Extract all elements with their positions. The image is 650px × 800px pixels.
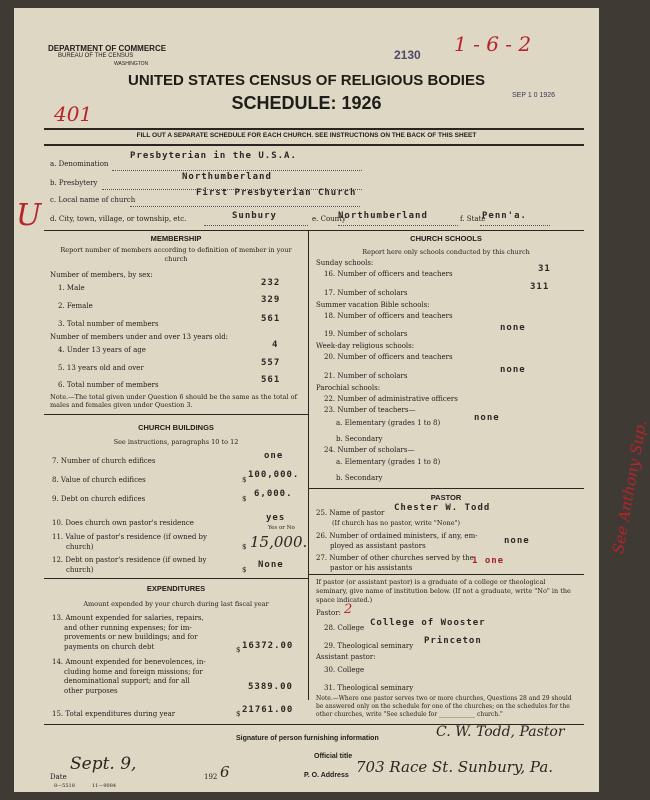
- q23a-value[interactable]: none: [474, 413, 500, 423]
- q4-label: 4. Under 13 years of age: [58, 346, 146, 354]
- q23a-label: a. Elementary (grades 1 to 8): [336, 419, 441, 427]
- graduate-note: If pastor (or assistant pastor) is a graduate of a college or theological seminary, give name of institution below. (If not a graduate, write "No" in the space indicated.): [316, 578, 571, 604]
- membership-note: Note.—The total given under Question 6 should be the same as the total of males and females given under Question 3.: [50, 393, 298, 409]
- q18-label: 18. Number of officers and teachers: [324, 312, 453, 320]
- handwritten-code: 1 - 6 - 2: [454, 32, 532, 56]
- q7-label: 7. Number of church edifices: [52, 457, 156, 465]
- fill-line: [338, 225, 458, 226]
- q21-label: 21. Number of scholars: [324, 372, 408, 380]
- q16-value[interactable]: 31: [538, 264, 551, 274]
- signature-value[interactable]: C. W. Todd, Pastor: [436, 724, 565, 740]
- assistant-pastor-label: Assistant pastor:: [316, 653, 376, 661]
- po-address-value[interactable]: 703 Race St. Sunbury, Pa.: [356, 758, 554, 776]
- weekday-schools-label: Week-day religious schools:: [316, 342, 415, 350]
- q23b-label: b. Secondary: [336, 435, 383, 443]
- q31-label: 31. Theological seminary: [324, 684, 414, 692]
- red-serial-number: 401: [54, 102, 93, 126]
- q13-line: payments on church debt: [64, 642, 155, 651]
- q14-value[interactable]: 5389.00: [248, 682, 293, 692]
- q5-value[interactable]: 557: [261, 358, 281, 368]
- received-date-stamp: SEP 1 0 1926: [512, 92, 556, 99]
- department-heading: DEPARTMENT OF COMMERCE: [48, 44, 167, 53]
- rule: [308, 488, 584, 489]
- members-by-age: Number of members under and over 13 years old:: [50, 333, 229, 341]
- presbytery-value[interactable]: Northumberland: [182, 172, 272, 182]
- q10-hint: Yes or No: [268, 525, 295, 531]
- q29-value[interactable]: Princeton: [424, 636, 482, 646]
- expenditures-title: EXPENDITURES: [146, 584, 206, 593]
- q2-label: 2. Female: [58, 302, 93, 310]
- fill-line: [112, 170, 362, 171]
- q13-label: [52, 614, 204, 652]
- q12-label-1: 12. Debt on pastor's residence (if owned by: [52, 556, 207, 564]
- q25-label: 25. Name of pastor: [316, 509, 385, 517]
- q26-label-2: ployed as assistant pastors: [330, 542, 426, 550]
- q30-label: 30. College: [324, 666, 365, 674]
- q13-line: and other running expenses; for im-: [64, 623, 192, 632]
- q17-label: 17. Number of scholars: [324, 289, 408, 297]
- year-prefix: 192: [204, 773, 218, 781]
- q19-value[interactable]: none: [500, 323, 526, 333]
- parochial-schools-label: Parochial schools:: [316, 384, 381, 392]
- rule: [44, 578, 308, 579]
- q11-value[interactable]: 15,000.: [250, 533, 308, 551]
- q9-label: 9. Debt on church edifices: [52, 495, 146, 503]
- state-label: f. State: [460, 215, 486, 223]
- county-label: e. County: [312, 215, 346, 223]
- local-name-label: c. Local name of church: [50, 196, 136, 204]
- membership-title: MEMBERSHIP: [150, 234, 202, 243]
- form-title: UNITED STATES CENSUS OF RELIGIOUS BODIES: [128, 72, 485, 89]
- census-schedule-sheet: [14, 8, 650, 792]
- rule: [44, 414, 308, 415]
- q28-label: 28. College: [324, 624, 365, 632]
- q8-value[interactable]: 100,000.: [248, 470, 300, 480]
- schedule-title: SCHEDULE: 1926: [231, 93, 382, 113]
- q27-label-2: pastor or his assistants: [330, 564, 413, 572]
- q13-line: provements or new buildings; and for: [64, 633, 198, 641]
- q11-label-1: 11. Value of pastor's residence (if owned by: [52, 533, 207, 541]
- column-divider: [308, 230, 309, 700]
- signature-label: Signature of person furnishing information: [236, 735, 379, 742]
- city-heading: WASHINGTON: [114, 61, 149, 67]
- fill-line: [480, 225, 550, 226]
- q24-label: 24. Number of scholars—: [324, 446, 415, 454]
- denomination-label: a. Denomination: [50, 160, 109, 168]
- city-label: d. City, town, village, or township, etc.: [50, 215, 187, 223]
- q8-dollar: $: [242, 476, 247, 484]
- q6-value[interactable]: 561: [261, 375, 281, 385]
- q1-value[interactable]: 232: [261, 278, 281, 288]
- schools-title: CHURCH SCHOOLS: [410, 234, 482, 243]
- q21-value[interactable]: none: [500, 365, 526, 375]
- pastor-note: Note.—Where one pastor serves two or more churches, Questions 28 and 29 should be answered only on the schedule for one of the churches; on the schedules for the other churches, write "See schedule for ____________ church.": [316, 695, 572, 718]
- q14-label: [52, 658, 206, 696]
- q16-label: 16. Number of officers and teachers: [324, 270, 453, 278]
- q23-label: 23. Number of teachers—: [324, 406, 416, 414]
- q3-value[interactable]: 561: [261, 314, 281, 324]
- q3-label: 3. Total number of members: [58, 320, 159, 328]
- denomination-value[interactable]: Presbyterian in the U.S.A.: [130, 151, 297, 161]
- q13-value[interactable]: 16372.00: [242, 641, 294, 651]
- bureau-heading: BUREAU OF THE CENSUS: [58, 53, 134, 59]
- fill-line: [204, 225, 308, 226]
- county-value[interactable]: Northumberland: [338, 211, 428, 221]
- q20-label: 20. Number of officers and teachers: [324, 353, 453, 361]
- rule: [308, 574, 584, 575]
- membership-intro: Report number of members according to definition of member in your church: [60, 246, 292, 263]
- rule: [44, 230, 584, 231]
- stamp-number: 2130: [394, 48, 421, 62]
- q12-label-2: church): [66, 566, 94, 574]
- presbytery-label: b. Presbytery: [50, 179, 98, 187]
- q25-value[interactable]: Chester W. Todd: [394, 503, 491, 513]
- state-value[interactable]: Penn'a.: [482, 211, 527, 221]
- form-code: 8—5518: [54, 783, 75, 789]
- q4-value[interactable]: 4: [272, 340, 279, 350]
- q13-dollar: $: [236, 646, 241, 654]
- q10-label: 10. Does church own pastor's residence: [52, 519, 194, 527]
- q2-value[interactable]: 329: [261, 295, 281, 305]
- date-label: Date: [50, 773, 67, 781]
- q14-line: 14. Amount expended for benevolences, in-: [52, 658, 206, 666]
- buildings-title: CHURCH BUILDINGS: [138, 423, 214, 432]
- instruction-banner: FILL OUT A SEPARATE SCHEDULE FOR EACH CHURCH. SEE INSTRUCTIONS ON THE BACK OF THIS SHEET: [136, 132, 477, 139]
- rule: [44, 128, 584, 130]
- buildings-intro: See instructions, paragraphs 10 to 12: [113, 438, 239, 446]
- q5-label: 5. 13 years old and over: [58, 364, 144, 372]
- q14-line: other purposes: [64, 686, 118, 695]
- q9-value[interactable]: 6,000.: [254, 489, 293, 499]
- print-code: 11—9084: [92, 783, 117, 789]
- official-title-label: Official title: [314, 753, 353, 760]
- local-name-value[interactable]: First Presbyterian Church: [196, 188, 357, 198]
- members-by-sex: Number of members, by sex:: [50, 271, 153, 279]
- red-margin-note: See Anthony Sup.: [609, 418, 650, 556]
- fill-line: [130, 206, 360, 207]
- q1-label: 1. Male: [58, 284, 85, 292]
- po-address-label: P. O. Address: [304, 772, 349, 779]
- schools-intro: Report here only schools conducted by this church: [362, 248, 530, 256]
- q17-value[interactable]: 311: [530, 282, 550, 292]
- year-digit[interactable]: 6: [220, 763, 230, 781]
- q7-value[interactable]: one: [264, 451, 284, 461]
- q26-value[interactable]: none: [504, 536, 530, 546]
- q19-label: 19. Number of scholars: [324, 330, 408, 338]
- q11-dollar: $: [242, 543, 247, 551]
- red-mark-2: 2: [344, 602, 353, 617]
- city-value[interactable]: Sunbury: [232, 211, 277, 221]
- q15-label: 15. Total expenditures during year: [52, 710, 176, 718]
- q12-value[interactable]: None: [258, 560, 284, 570]
- q15-value[interactable]: 21761.00: [242, 705, 294, 715]
- q22-label: 22. Number of administrative officers: [324, 395, 458, 403]
- q10-value[interactable]: yes: [266, 513, 286, 523]
- pastor-title: PASTOR: [430, 493, 462, 502]
- summer-schools-label: Summer vacation Bible schools:: [316, 301, 430, 309]
- q25-hint: (If church has no pastor, write "None"): [332, 519, 461, 527]
- q12-dollar: $: [242, 566, 247, 574]
- q27-value[interactable]: 1 one: [472, 556, 505, 566]
- q24a-label: a. Elementary (grades 1 to 8): [336, 458, 441, 466]
- rule: [44, 144, 584, 146]
- q11-label-2: church): [66, 543, 94, 551]
- pastor-sub-label: Pastor:: [316, 609, 341, 617]
- q8-label: 8. Value of church edifices: [52, 476, 146, 484]
- q26-label-1: 26. Number of ordained ministers, if any, em-: [316, 532, 478, 540]
- expenditures-intro: Amount expended by your church during last fiscal year: [83, 600, 269, 608]
- q29-label: 29. Theological seminary: [324, 642, 414, 650]
- q13-line: 13. Amount expended for salaries, repairs,: [52, 614, 204, 622]
- q9-dollar: $: [242, 495, 247, 503]
- q28-value[interactable]: College of Wooster: [370, 618, 486, 628]
- red-margin-u: U: [16, 198, 42, 233]
- q14-line: denominational support; and for all: [64, 677, 190, 685]
- sunday-schools-label: Sunday schools:: [316, 259, 374, 267]
- q15-dollar: $: [236, 710, 241, 718]
- q27-label-1: 27. Number of other churches served by the: [316, 554, 474, 562]
- q14-line: cluding home and foreign missions; for: [64, 667, 203, 676]
- q24b-label: b. Secondary: [336, 474, 383, 482]
- date-value[interactable]: Sept. 9,: [70, 754, 137, 774]
- q6-label: 6. Total number of members: [58, 381, 159, 389]
